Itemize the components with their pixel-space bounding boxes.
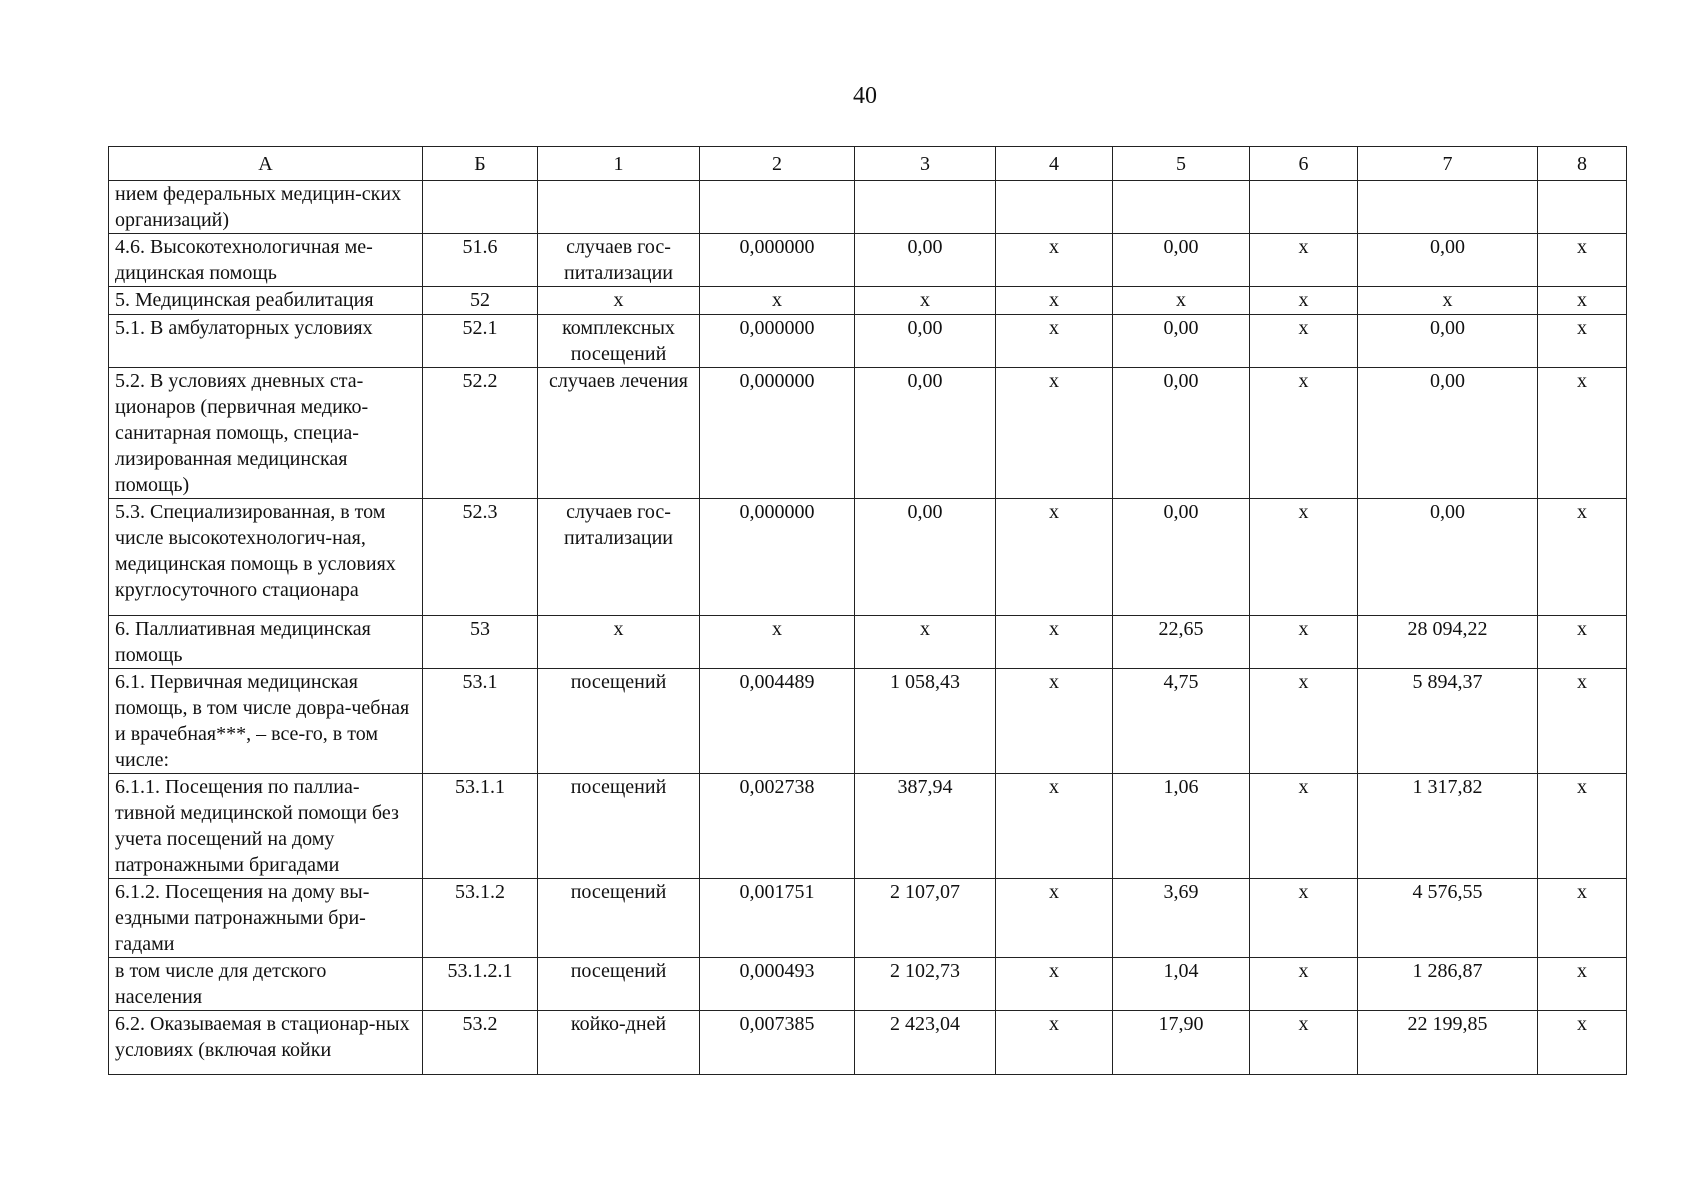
value-cell: 0,00 (1113, 234, 1250, 287)
row-code: 53.1.2 (423, 879, 538, 958)
table-row (109, 669, 1627, 774)
value-cell: х (855, 287, 996, 315)
value-cell (1113, 181, 1250, 234)
value-cell: х (1538, 287, 1627, 315)
value-cell: х (996, 958, 1113, 1011)
value-cell: х (1250, 234, 1358, 287)
row-label: 6.2. Оказываемая в стационар-ных условиях (включая койки (109, 1011, 423, 1075)
value-cell: 0,002738 (700, 774, 855, 879)
value-cell: х (1250, 499, 1358, 616)
value-cell: х (1538, 315, 1627, 368)
row-label: 5.3. Специализированная, в том числе высокотехнологич-ная, медицинская помощь в условиях круглосуточного стационара (109, 499, 423, 616)
value-cell: 2 423,04 (855, 1011, 996, 1075)
table-row (109, 879, 1627, 958)
unit-cell: х (538, 616, 700, 669)
value-cell: 0,000493 (700, 958, 855, 1011)
unit-cell: комплексных посещений (538, 315, 700, 368)
row-label: 6.1. Первичная медицинская помощь, в том числе довра-чебная и врачебная***, – все-го, в том числе: (109, 669, 423, 774)
table-row (109, 1011, 1627, 1075)
value-cell: х (700, 287, 855, 315)
page-number: 40 (853, 83, 877, 109)
row-label: 6. Паллиативная медицинская помощь (109, 616, 423, 669)
row-label: 5.2. В условиях дневных ста-ционаров (первичная медико-санитарная помощь, специа-лизированная медицинская помощь) (109, 368, 423, 499)
value-cell: 0,000000 (700, 499, 855, 616)
value-cell: х (1538, 1011, 1627, 1075)
table-row (109, 315, 1627, 368)
value-cell: х (996, 234, 1113, 287)
value-cell: 22,65 (1113, 616, 1250, 669)
value-cell: х (700, 616, 855, 669)
row-label: 6.1.1. Посещения по паллиа-тивной медицинской помощи без учета посещений на дому патронажными бригадами (109, 774, 423, 879)
value-cell: х (1538, 616, 1627, 669)
value-cell: х (1250, 315, 1358, 368)
value-cell: х (996, 1011, 1113, 1075)
unit-cell: случаев лечения (538, 368, 700, 499)
value-cell: х (1250, 774, 1358, 879)
value-cell: 0,007385 (700, 1011, 855, 1075)
row-label: 6.1.2. Посещения на дому вы-ездными патронажными бри-гадами (109, 879, 423, 958)
value-cell: х (996, 774, 1113, 879)
value-cell: 0,00 (1358, 499, 1538, 616)
value-cell: 0,000000 (700, 368, 855, 499)
value-cell (1538, 181, 1627, 234)
value-cell: 0,00 (855, 368, 996, 499)
value-cell: х (1250, 616, 1358, 669)
column-header: 1 (538, 147, 700, 181)
column-header: 5 (1113, 147, 1250, 181)
value-cell: 0,000000 (700, 315, 855, 368)
value-cell: 0,000000 (700, 234, 855, 287)
value-cell: 2 107,07 (855, 879, 996, 958)
row-label: 5.1. В амбулаторных условиях (109, 315, 423, 368)
value-cell: х (855, 616, 996, 669)
table-header-row (109, 147, 1627, 181)
column-header: Б (423, 147, 538, 181)
value-cell: х (1358, 287, 1538, 315)
value-cell: х (1538, 958, 1627, 1011)
column-header: 6 (1250, 147, 1358, 181)
value-cell: 4,75 (1113, 669, 1250, 774)
value-cell: 4 576,55 (1358, 879, 1538, 958)
value-cell: 3,69 (1113, 879, 1250, 958)
row-label: 4.6. Высокотехнологичная ме-дицинская помощь (109, 234, 423, 287)
value-cell: 0,00 (1113, 368, 1250, 499)
value-cell (996, 181, 1113, 234)
data-table (108, 146, 1627, 1075)
value-cell: 387,94 (855, 774, 996, 879)
unit-cell: посещений (538, 669, 700, 774)
row-code: 52.3 (423, 499, 538, 616)
table-row (109, 958, 1627, 1011)
value-cell: 1,06 (1113, 774, 1250, 879)
row-code: 53.1.2.1 (423, 958, 538, 1011)
row-code: 52.1 (423, 315, 538, 368)
column-header: 2 (700, 147, 855, 181)
value-cell: х (1538, 499, 1627, 616)
row-code: 53.2 (423, 1011, 538, 1075)
column-header: 7 (1358, 147, 1538, 181)
value-cell (855, 181, 996, 234)
value-cell: х (996, 287, 1113, 315)
value-cell: х (1250, 1011, 1358, 1075)
column-header: 8 (1538, 147, 1627, 181)
value-cell: х (1250, 368, 1358, 499)
row-code: 53.1 (423, 669, 538, 774)
value-cell: х (1538, 774, 1627, 879)
value-cell: 0,00 (1358, 234, 1538, 287)
table-row (109, 287, 1627, 315)
value-cell: 0,00 (1358, 368, 1538, 499)
row-code: 53 (423, 616, 538, 669)
value-cell: х (1538, 879, 1627, 958)
value-cell: 2 102,73 (855, 958, 996, 1011)
unit-cell: случаев гос-питализации (538, 234, 700, 287)
value-cell: х (1250, 958, 1358, 1011)
value-cell: 0,00 (855, 234, 996, 287)
row-label: в том числе для детского населения (109, 958, 423, 1011)
value-cell: х (996, 669, 1113, 774)
value-cell (700, 181, 855, 234)
table-row (109, 181, 1627, 234)
value-cell: 22 199,85 (1358, 1011, 1538, 1075)
value-cell: х (996, 499, 1113, 616)
value-cell: х (996, 616, 1113, 669)
row-code (423, 181, 538, 234)
row-code: 53.1.1 (423, 774, 538, 879)
value-cell: 0,00 (1113, 499, 1250, 616)
value-cell: х (1538, 368, 1627, 499)
table-row (109, 499, 1627, 616)
value-cell: 0,00 (855, 499, 996, 616)
row-code: 51.6 (423, 234, 538, 287)
unit-cell: посещений (538, 879, 700, 958)
value-cell: 0,001751 (700, 879, 855, 958)
table-row (109, 368, 1627, 499)
value-cell: 0,00 (855, 315, 996, 368)
column-header: 4 (996, 147, 1113, 181)
value-cell: 0,00 (1358, 315, 1538, 368)
value-cell: х (996, 368, 1113, 499)
unit-cell (538, 181, 700, 234)
value-cell: 1 317,82 (1358, 774, 1538, 879)
value-cell: х (1250, 669, 1358, 774)
table-row (109, 616, 1627, 669)
column-header: 3 (855, 147, 996, 181)
table-body (109, 181, 1627, 1075)
unit-cell: случаев гос-питализации (538, 499, 700, 616)
value-cell: х (1113, 287, 1250, 315)
value-cell: 1,04 (1113, 958, 1250, 1011)
unit-cell: койко-дней (538, 1011, 700, 1075)
value-cell: 1 286,87 (1358, 958, 1538, 1011)
row-label: 5. Медицинская реабилитация (109, 287, 423, 315)
value-cell: 5 894,37 (1358, 669, 1538, 774)
value-cell: 0,004489 (700, 669, 855, 774)
column-header: А (109, 147, 423, 181)
value-cell: 0,00 (1113, 315, 1250, 368)
value-cell: 1 058,43 (855, 669, 996, 774)
table-row (109, 774, 1627, 879)
table-row (109, 234, 1627, 287)
row-label: нием федеральных медицин-ских организаций) (109, 181, 423, 234)
value-cell: х (1250, 879, 1358, 958)
value-cell: 17,90 (1113, 1011, 1250, 1075)
unit-cell: посещений (538, 958, 700, 1011)
unit-cell: посещений (538, 774, 700, 879)
value-cell: 28 094,22 (1358, 616, 1538, 669)
value-cell (1358, 181, 1538, 234)
unit-cell: х (538, 287, 700, 315)
value-cell: х (1538, 234, 1627, 287)
value-cell: х (1250, 287, 1358, 315)
value-cell: х (996, 879, 1113, 958)
value-cell: х (1538, 669, 1627, 774)
row-code: 52 (423, 287, 538, 315)
value-cell (1250, 181, 1358, 234)
value-cell: х (996, 315, 1113, 368)
row-code: 52.2 (423, 368, 538, 499)
